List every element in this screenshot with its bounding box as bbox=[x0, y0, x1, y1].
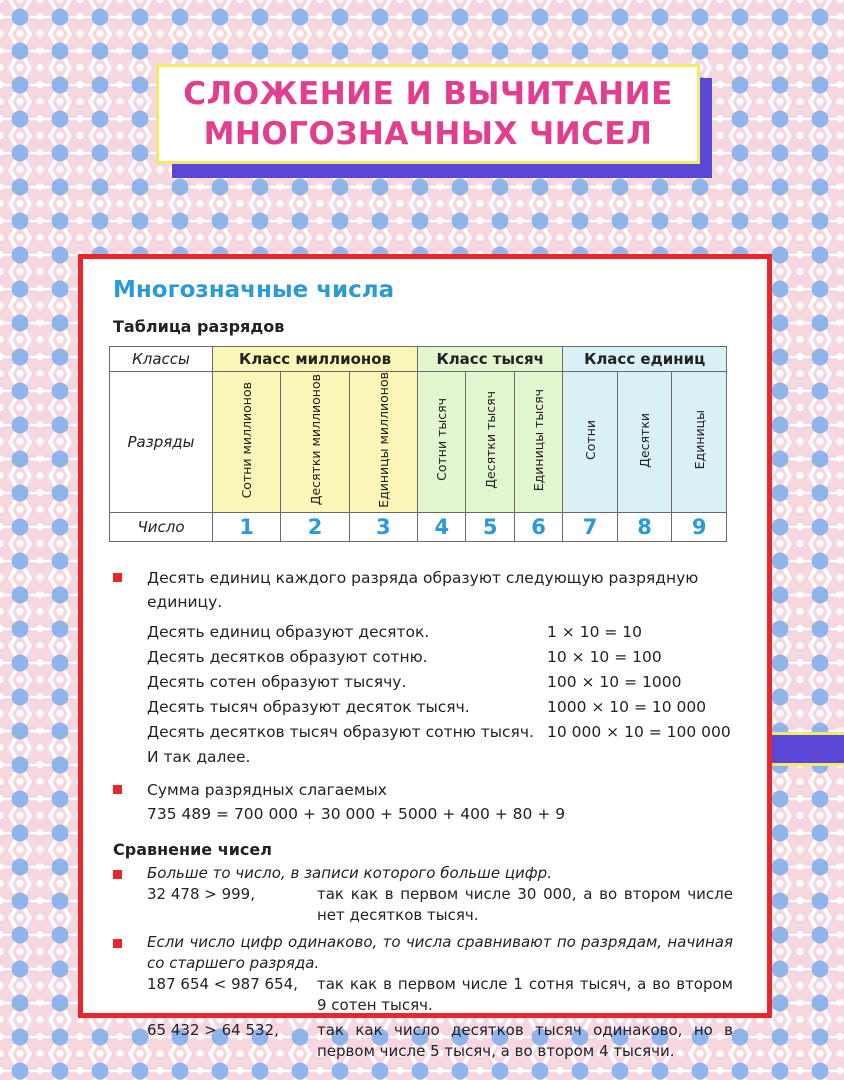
row-label-ranks: Разряды bbox=[110, 372, 213, 513]
content-card bbox=[78, 254, 772, 1060]
equation-text: Десять десятков образуют сотню. bbox=[147, 647, 428, 666]
equation-text: Десять единиц образуют десяток. bbox=[147, 622, 430, 641]
rank-cell bbox=[617, 372, 672, 513]
equation-row bbox=[113, 645, 733, 670]
rule-more-digits bbox=[113, 863, 733, 884]
equation-text: Десять тысяч образуют десяток тысяч. bbox=[147, 697, 470, 716]
rule-text: Если число цифр одинаково, то числа сравнивают по разрядам, начиная со старшего разряда. bbox=[147, 932, 733, 972]
digit-cell: 2 bbox=[281, 512, 349, 541]
equation-text: Десять сотен образуют тысячу. bbox=[147, 672, 407, 691]
comparison-explanation: так как в первом числе 30 000, а во втором числе нет десятков тысяч. bbox=[317, 884, 733, 924]
rule-ten-units bbox=[113, 566, 733, 614]
rank-label: Десятки bbox=[637, 412, 653, 468]
rank-label: Сотни миллионов bbox=[239, 381, 255, 499]
etc-text: И так далее. bbox=[147, 747, 251, 766]
equation-row bbox=[113, 695, 733, 720]
equation-row bbox=[113, 720, 733, 745]
comparison-explanation: так как число десятков тысяч одинаково, но в первом числе 5 тысяч, а во втором 4 тысячи. bbox=[317, 1020, 733, 1060]
classes-row bbox=[110, 347, 727, 372]
equation-formula: 100 × 10 = 1000 bbox=[547, 672, 682, 691]
comparison-expression: 65 432 > 64 532, bbox=[147, 1020, 279, 1039]
equation-row bbox=[113, 745, 733, 770]
comparison-explanation: так как в первом числе 1 сотня тысяч, а во втором 9 сотен тысяч. bbox=[317, 974, 733, 1014]
row-label-classes: Классы bbox=[110, 347, 213, 372]
class-units: Класс единиц bbox=[563, 347, 727, 372]
comparison-example bbox=[113, 1020, 733, 1062]
equation-text: Десять десятков тысяч образуют сотню тысяч. bbox=[147, 722, 534, 741]
title-line-1: СЛОЖЕНИЕ И ВЫЧИТАНИЕ bbox=[183, 76, 673, 112]
bullet-square-icon bbox=[113, 785, 122, 794]
page-title bbox=[156, 64, 700, 164]
title-line-2: МНОГОЗНАЧНЫХ ЧИСЕЛ bbox=[203, 116, 653, 152]
equation-row bbox=[113, 620, 733, 645]
digit-cell: 9 bbox=[672, 512, 727, 541]
equation-formula: 1 × 10 = 10 bbox=[547, 622, 642, 641]
row-label-number: Число bbox=[110, 512, 213, 541]
rule-expanded-form bbox=[113, 778, 733, 826]
rule-text: Сумма разрядных слагаемых bbox=[147, 780, 387, 799]
rank-cell bbox=[466, 372, 514, 513]
digits-table bbox=[109, 346, 727, 542]
rule-text: Десять единиц каждого разряда образуют следующую разрядную единицу. bbox=[147, 568, 699, 611]
digit-cell: 5 bbox=[466, 512, 514, 541]
rank-label: Единицы миллионов bbox=[375, 372, 391, 508]
rank-label: Сотни bbox=[582, 419, 598, 460]
numbers-row bbox=[110, 512, 727, 541]
rank-label: Десятки миллионов bbox=[307, 374, 323, 506]
rank-cell bbox=[514, 372, 562, 513]
ranks-row bbox=[110, 372, 727, 513]
digit-cell: 8 bbox=[617, 512, 672, 541]
rule-same-digits bbox=[113, 932, 733, 974]
expanded-formula: 735 489 = 700 000 + 30 000 + 5000 + 400 + 80 + 9 bbox=[147, 804, 566, 823]
rank-cell bbox=[349, 372, 417, 513]
class-thousands: Класс тысяч bbox=[418, 347, 563, 372]
rank-cell bbox=[563, 372, 618, 513]
rank-label: Сотни тысяч bbox=[434, 398, 450, 482]
rank-label: Единицы bbox=[691, 410, 707, 470]
digit-cell: 3 bbox=[349, 512, 417, 541]
comparison-expression: 32 478 > 999, bbox=[147, 884, 255, 903]
table-title: Таблица разрядов bbox=[113, 317, 285, 336]
digit-cell: 1 bbox=[213, 512, 281, 541]
equation-formula: 10 × 10 = 100 bbox=[547, 647, 662, 666]
equation-formula: 1000 × 10 = 10 000 bbox=[547, 697, 707, 716]
bullet-square-icon bbox=[113, 939, 122, 948]
class-millions: Класс миллионов bbox=[213, 347, 418, 372]
equation-formula: 10 000 × 10 = 100 000 bbox=[547, 722, 731, 741]
bullet-square-icon bbox=[113, 870, 122, 879]
rank-label: Десятки тысяч bbox=[482, 391, 498, 489]
rule-text: Больше то число, в записи которого больше цифр. bbox=[147, 863, 552, 882]
digit-cell: 4 bbox=[418, 512, 466, 541]
comparison-example bbox=[113, 974, 733, 1016]
rank-cell bbox=[672, 372, 727, 513]
rank-cell bbox=[281, 372, 349, 513]
section-heading-comparison: Сравнение чисел bbox=[113, 839, 272, 859]
bullet-square-icon bbox=[113, 573, 122, 582]
rank-cell bbox=[213, 372, 281, 513]
equation-row bbox=[113, 670, 733, 695]
section-heading-multidigit: Многозначные числа bbox=[113, 277, 395, 303]
digit-cell: 7 bbox=[563, 512, 618, 541]
comparison-expression: 187 654 < 987 654, bbox=[147, 974, 298, 993]
rank-cell bbox=[418, 372, 466, 513]
rank-label: Единицы тысяч bbox=[531, 388, 547, 492]
digit-cell: 6 bbox=[514, 512, 562, 541]
comparison-example bbox=[113, 884, 733, 926]
